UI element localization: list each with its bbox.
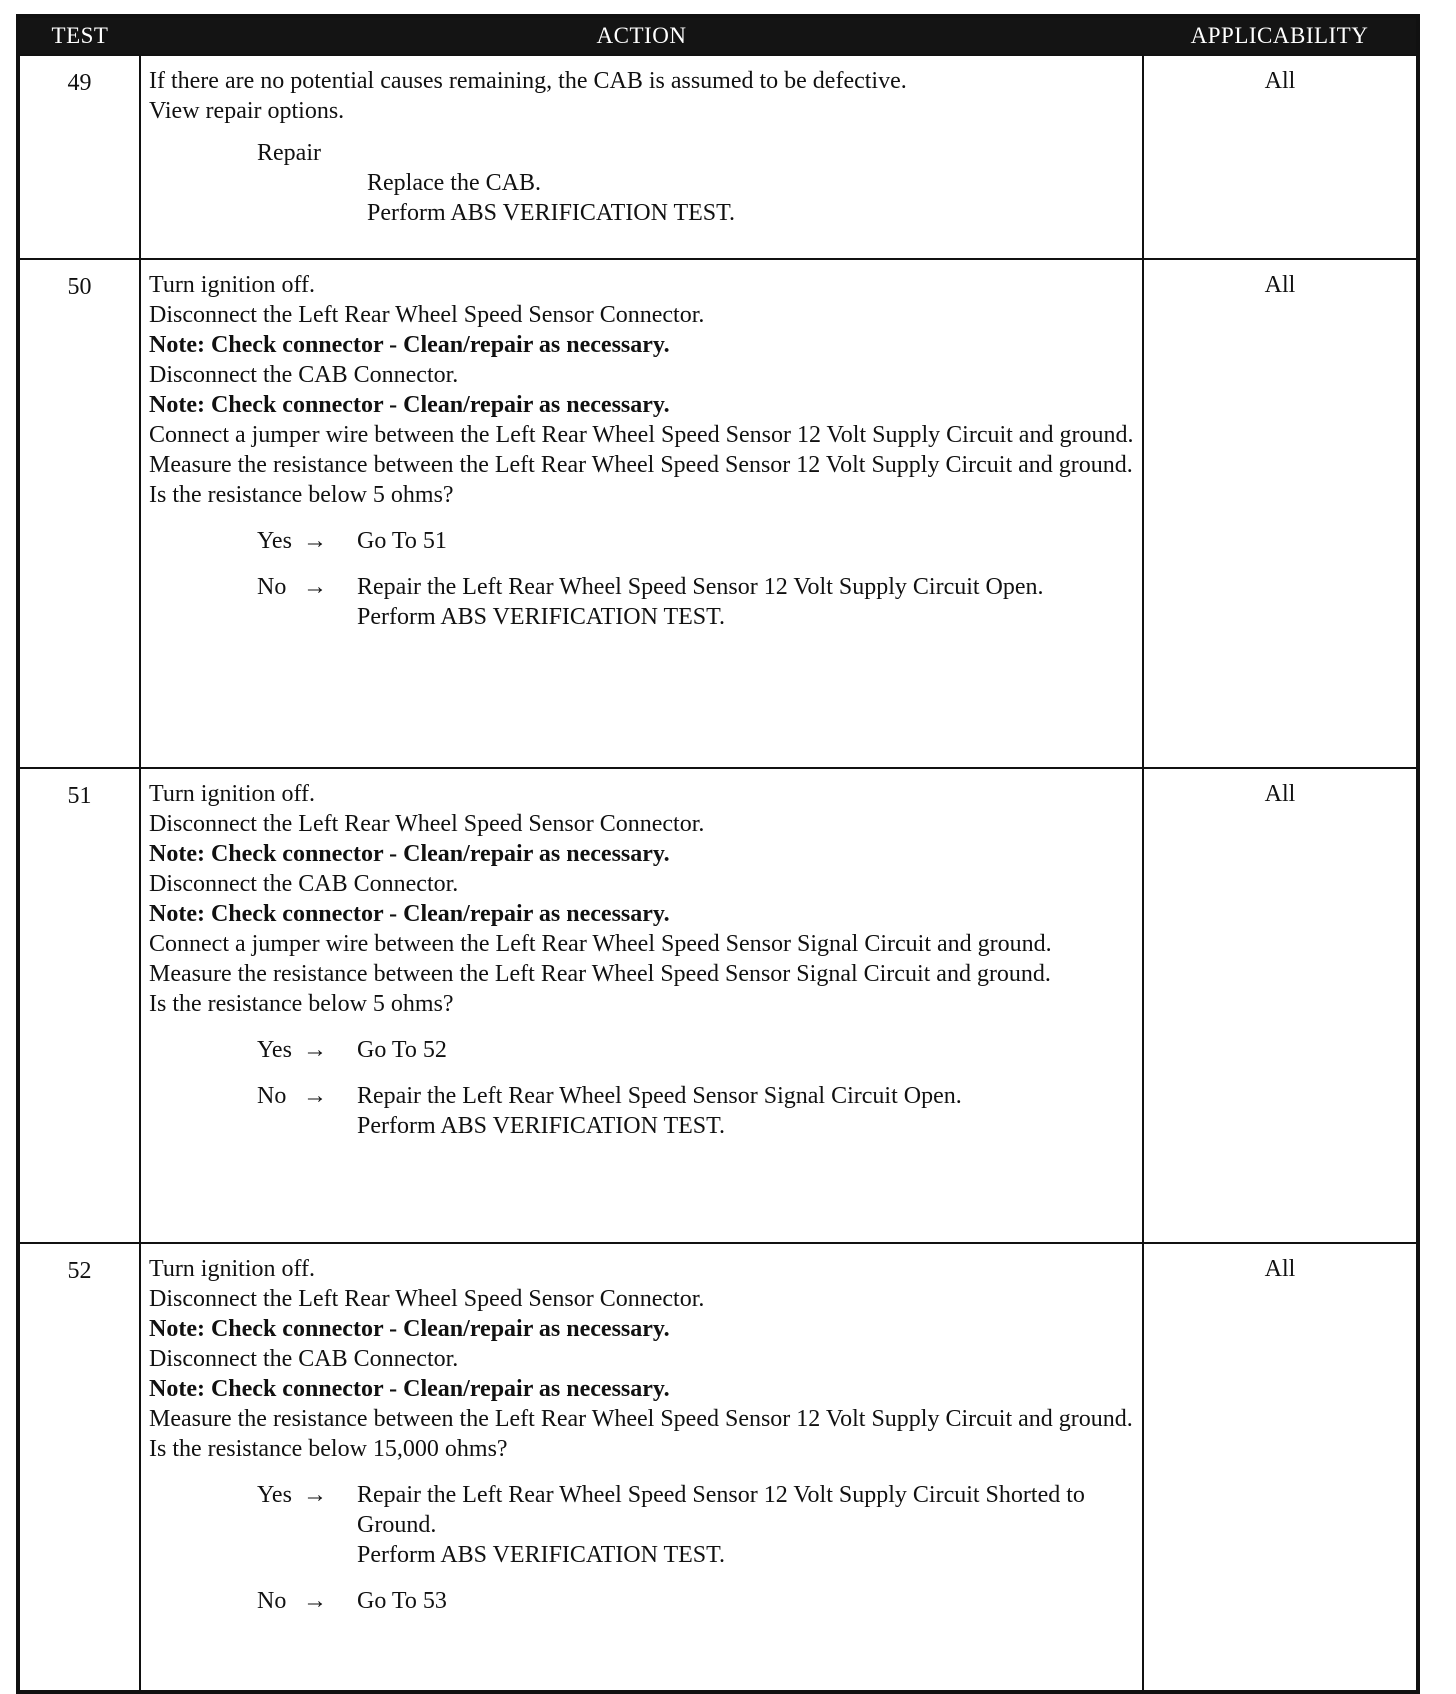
result-line: Perform ABS VERIFICATION TEST.	[357, 1113, 726, 1139]
no-label: No	[257, 1588, 287, 1614]
branch-result	[357, 1586, 1136, 1616]
test-row-52	[18, 1243, 1418, 1692]
question-line: Is the resistance below 5 ohms?	[149, 482, 454, 508]
no-label: No	[257, 1083, 287, 1109]
no-label: No	[257, 574, 287, 600]
arrow-icon: →	[303, 1482, 327, 1508]
action-cell	[140, 768, 1143, 1243]
yes-label: Yes	[257, 1482, 292, 1508]
header-applicability: APPLICABILITY	[1143, 16, 1418, 55]
note-line: Note: Check connector - Clean/repair as necessary.	[149, 392, 670, 418]
arrow-icon: →	[303, 1037, 327, 1063]
action-line: Disconnect the Left Rear Wheel Speed Sensor Connector.	[149, 811, 705, 837]
branch-result	[357, 1480, 1136, 1570]
action-cell	[140, 55, 1143, 259]
action-line: Measure the resistance between the Left Rear Wheel Speed Sensor Signal Circuit and ground.	[149, 961, 1051, 987]
result-line: Repair the Left Rear Wheel Speed Sensor 12 Volt Supply Circuit Shorted to Ground.	[357, 1482, 1085, 1538]
repair-step: Replace the CAB.	[367, 170, 541, 196]
note-line: Note: Check connector - Clean/repair as necessary.	[149, 841, 670, 867]
arrow-icon: →	[303, 1083, 327, 1109]
yes-branch	[149, 1035, 1136, 1065]
action-line: Measure the resistance between the Left Rear Wheel Speed Sensor 12 Volt Supply Circuit and ground.	[149, 1406, 1133, 1432]
applicability-value: All	[1143, 1243, 1418, 1692]
branch-result	[357, 572, 1136, 632]
arrow-icon: →	[303, 528, 327, 554]
diagnostic-test-table	[16, 14, 1420, 1694]
test-number: 50	[18, 259, 140, 768]
action-line: Measure the resistance between the Left Rear Wheel Speed Sensor 12 Volt Supply Circuit and ground.	[149, 452, 1133, 478]
test-number: 51	[18, 768, 140, 1243]
applicability-value: All	[1143, 768, 1418, 1243]
arrow-icon: →	[303, 1588, 327, 1614]
branch-result	[357, 526, 1136, 556]
note-line: Note: Check connector - Clean/repair as necessary.	[149, 1316, 670, 1342]
arrow-icon: →	[303, 574, 327, 600]
action-line: Connect a jumper wire between the Left Rear Wheel Speed Sensor Signal Circuit and ground.	[149, 931, 1052, 957]
result-line: Go To 53	[357, 1588, 447, 1614]
test-row-51	[18, 768, 1418, 1243]
diagnostic-test-page	[16, 14, 1416, 1694]
action-line: Turn ignition off.	[149, 781, 316, 807]
note-line: Note: Check connector - Clean/repair as necessary.	[149, 332, 670, 358]
action-line: Disconnect the CAB Connector.	[149, 1346, 459, 1372]
no-branch	[149, 1586, 1136, 1616]
test-row-50	[18, 259, 1418, 768]
result-line: Perform ABS VERIFICATION TEST.	[357, 1542, 726, 1568]
test-row-49	[18, 55, 1418, 259]
no-branch	[149, 572, 1136, 632]
no-branch	[149, 1081, 1136, 1141]
action-line: Turn ignition off.	[149, 272, 316, 298]
yes-label: Yes	[257, 528, 292, 554]
yes-label: Yes	[257, 1037, 292, 1063]
action-line: Disconnect the CAB Connector.	[149, 362, 459, 388]
action-line: If there are no potential causes remaining, the CAB is assumed to be defective.	[149, 68, 907, 94]
result-line: Go To 51	[357, 528, 447, 554]
header-action: ACTION	[140, 16, 1143, 55]
action-cell	[140, 1243, 1143, 1692]
action-line: Disconnect the Left Rear Wheel Speed Sensor Connector.	[149, 302, 705, 328]
result-line: Perform ABS VERIFICATION TEST.	[357, 604, 726, 630]
result-line: Go To 52	[357, 1037, 447, 1063]
note-line: Note: Check connector - Clean/repair as necessary.	[149, 1376, 670, 1402]
result-line: Repair the Left Rear Wheel Speed Sensor Signal Circuit Open.	[357, 1083, 962, 1109]
question-line: Is the resistance below 15,000 ohms?	[149, 1436, 508, 1462]
action-cell	[140, 259, 1143, 768]
yes-branch	[149, 1480, 1136, 1570]
action-line: Disconnect the CAB Connector.	[149, 871, 459, 897]
repair-label: Repair	[257, 140, 321, 166]
action-line: Disconnect the Left Rear Wheel Speed Sensor Connector.	[149, 1286, 705, 1312]
action-line: Connect a jumper wire between the Left Rear Wheel Speed Sensor 12 Volt Supply Circuit and ground.	[149, 422, 1134, 448]
applicability-value: All	[1143, 259, 1418, 768]
applicability-value: All	[1143, 55, 1418, 259]
note-line: Note: Check connector - Clean/repair as necessary.	[149, 901, 670, 927]
branch-result	[357, 1081, 1136, 1141]
action-line: View repair options.	[149, 98, 345, 124]
header-test: TEST	[18, 16, 140, 55]
test-number: 49	[18, 55, 140, 259]
action-line: Turn ignition off.	[149, 1256, 316, 1282]
branch-result	[357, 1035, 1136, 1065]
test-number: 52	[18, 1243, 140, 1692]
repair-step: Perform ABS VERIFICATION TEST.	[367, 200, 736, 226]
yes-branch	[149, 526, 1136, 556]
question-line: Is the resistance below 5 ohms?	[149, 991, 454, 1017]
result-line: Repair the Left Rear Wheel Speed Sensor 12 Volt Supply Circuit Open.	[357, 574, 1044, 600]
table-header-row	[18, 16, 1418, 55]
